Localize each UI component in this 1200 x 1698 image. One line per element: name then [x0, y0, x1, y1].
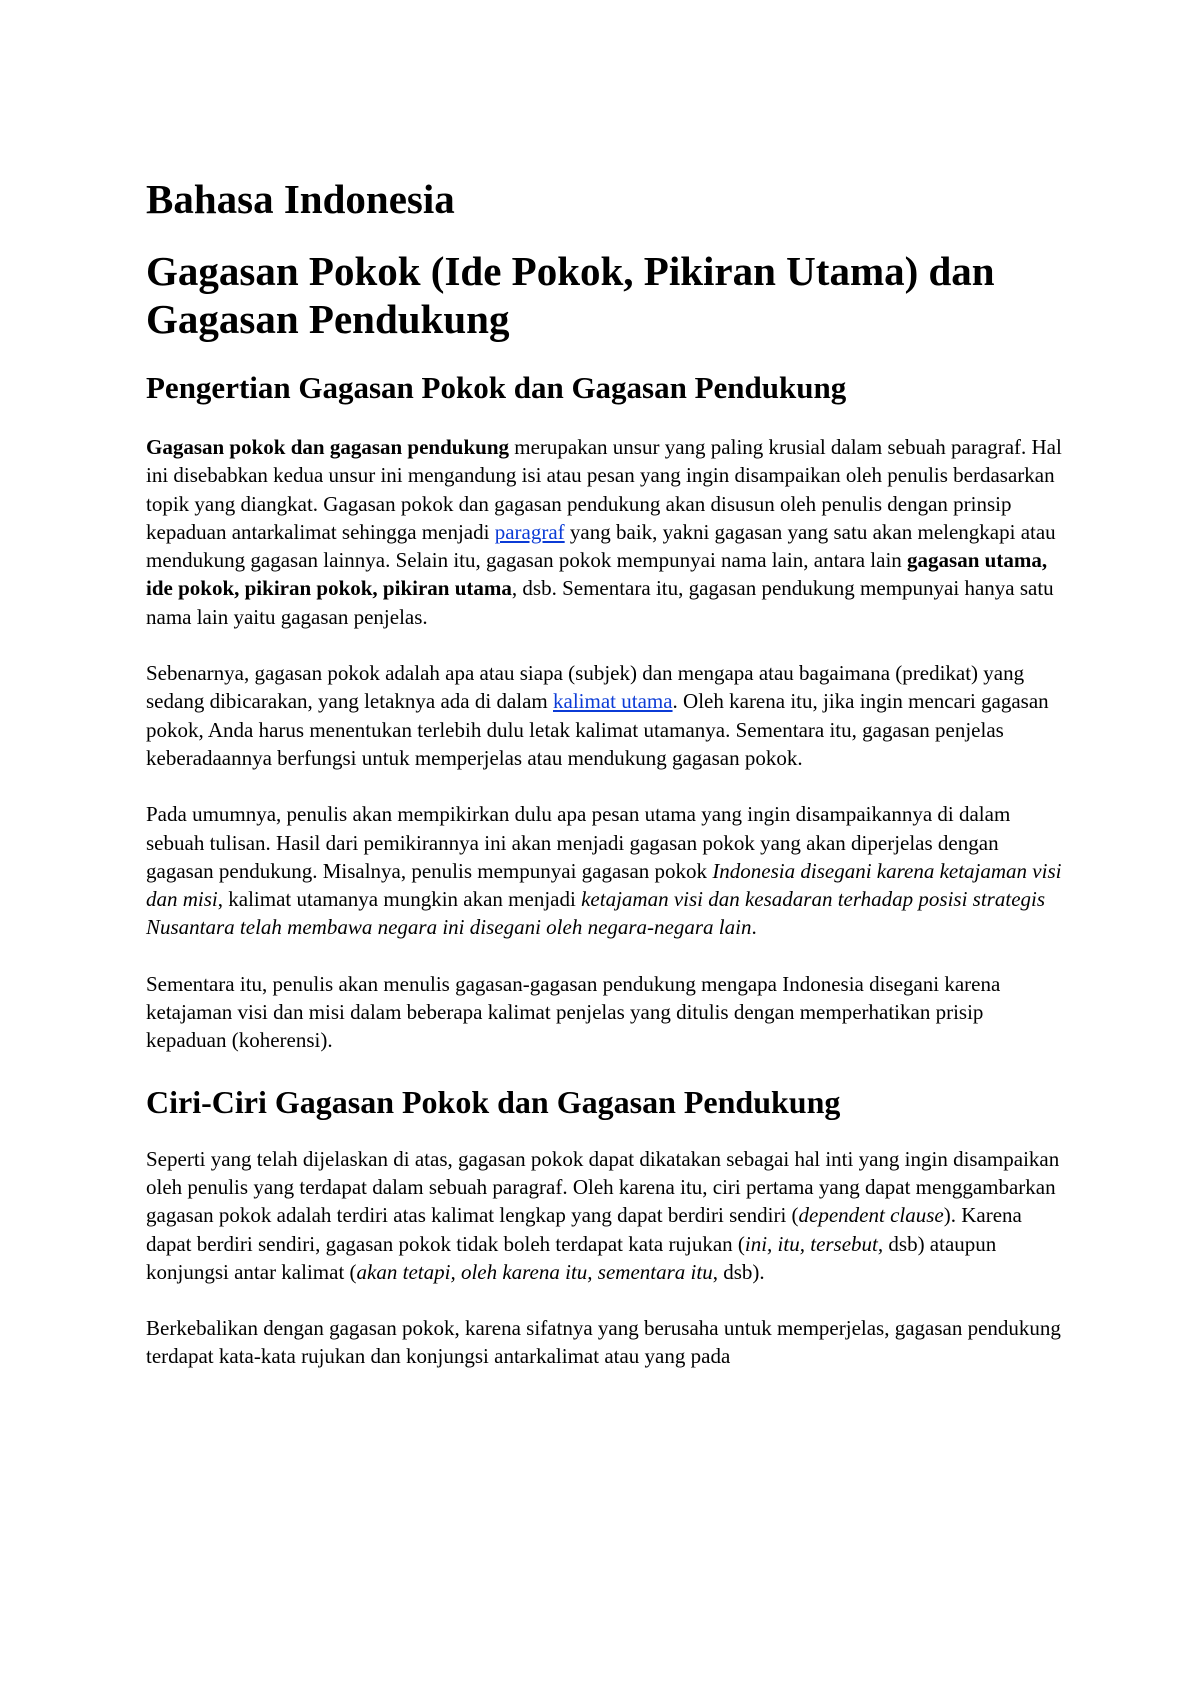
paragraph-pengertian-2: [146, 659, 1066, 772]
section-heading-ciri-ciri: Ciri-Ciri Gagasan Pokok dan Gagasan Pendukung: [146, 1083, 841, 1120]
link-paragraf[interactable]: paragraf: [494, 519, 565, 544]
paragraph-text: Pada umumnya, penulis akan mempikirkan dulu apa pesan utama yang ingin disampaikannya di dalam sebuah tulisan. Hasil dari pemikirannya ini akan menjadi gagasan pokok yang akan diperjelas dengan gagasan pendukung. Misalnya, penulis mempunyai gagasan pokok: [146, 802, 1011, 883]
document-page: [146, 175, 1066, 1399]
italic-text: ini, itu, tersebut,: [744, 1231, 884, 1256]
paragraph-ciri-2: Berkebalikan dengan gagasan pokok, karena sifatnya yang berusaha untuk memperjelas, gagasan pendukung terdapat kata-kata rujukan dan konjungsi antarkalimat atau yang pada: [146, 1316, 1061, 1369]
paragraph-pengertian-3: [146, 800, 1066, 941]
paragraph-ciri-1: [146, 1145, 1066, 1286]
paragraph-text: Seperti yang telah dijelaskan di atas, gagasan pokok dapat dikatakan sebagai hal inti yang ingin disampaikan oleh penulis yang terdapat dalam sebuah paragraf. Oleh karena itu, ciri pertama yang dapat menggambarkan gagasan pokok adalah terdiri atas kalimat lengkap yang dapat berdiri sendiri (: [146, 1146, 1060, 1228]
bold-text: Gagasan pokok dan gagasan pendukung: [146, 435, 510, 459]
italic-text: ketajaman visi dan kesadaran terhadap posisi strategis Nusantara telah membawa negara ini disegani oleh negara-negara lain: [146, 887, 1046, 940]
paragraph-text: .: [751, 915, 757, 940]
paragraph-pengertian-1: [146, 433, 1066, 631]
paragraph-pengertian-4: Sementara itu, penulis akan menulis gagasan-gagasan pendukung mengapa Indonesia disegani karena ketajaman visi dan misi dalam beberapa kalimat penjelas yang ditulis dengan memperhatikan prisip kepaduan (koherensi).: [146, 971, 1001, 1053]
paragraph-text: Sebenarnya, gagasan pokok adalah apa atau siapa (subjek) dan mengapa atau bagaimana (predikat) yang sedang dibicarakan, yang letaknya ada di dalam: [146, 661, 1025, 714]
paragraph-text: , kalimat utamanya mungkin akan menjadi: [217, 887, 582, 912]
paragraph-text: yang baik, yakni gagasan yang satu akan melengkapi atau mendukung gagasan lainnya. Selain itu, gagasan pokok mempunyai nama lain, antara lain: [146, 519, 1056, 573]
section-heading-pengertian: Pengertian Gagasan Pokok dan Gagasan Pendukung: [146, 370, 847, 405]
paragraph-text: ). Karena dapat berdiri sendiri, gagasan pokok tidak boleh terdapat kata rujukan (: [146, 1203, 1022, 1256]
paragraph-text: . Oleh karena itu, jika ingin mencari gagasan pokok, Anda harus menentukan terlebih dulu letak kalimat utamanya. Sementara itu, gagasan penjelas keberadaannya berfungsi untuk memperjelas atau mendukung gagasan pokok.: [146, 689, 1049, 770]
italic-text: akan tetapi, oleh karena itu, sementara itu: [356, 1259, 713, 1284]
italic-text: Indonesia disegani karena ketajaman visi dan misi: [146, 858, 1062, 912]
paragraph-text: merupakan unsur yang paling krusial dalam sebuah paragraf. Hal ini disebabkan kedua unsur ini mengandung isi atau pesan yang ingin disampaikan oleh penulis berdasarkan topik yang diangkat. Gagasan pokok dan gagasan pendukung akan disusun oleh penulis dengan prinsip kepaduan antarkalimat sehingga menjadi: [146, 435, 1062, 544]
bold-text: gagasan utama, ide pokok, pikiran pokok, pikiran utama: [146, 548, 1048, 601]
paragraph-text: , dsb).: [712, 1259, 765, 1284]
article-title: Gagasan Pokok (Ide Pokok, Pikiran Utama) dan Gagasan Pendukung: [146, 248, 995, 342]
paragraph-text: dsb) ataupun konjungsi antar kalimat (: [146, 1231, 997, 1284]
page-title: Bahasa Indonesia: [146, 176, 455, 222]
italic-text: dependent clause: [798, 1203, 944, 1228]
paragraph-text: , dsb. Sementara itu, gagasan pendukung mempunyai hanya satu nama lain yaitu gagasan penjelas.: [146, 576, 1054, 629]
link-kalimat-utama[interactable]: kalimat utama: [553, 689, 673, 714]
